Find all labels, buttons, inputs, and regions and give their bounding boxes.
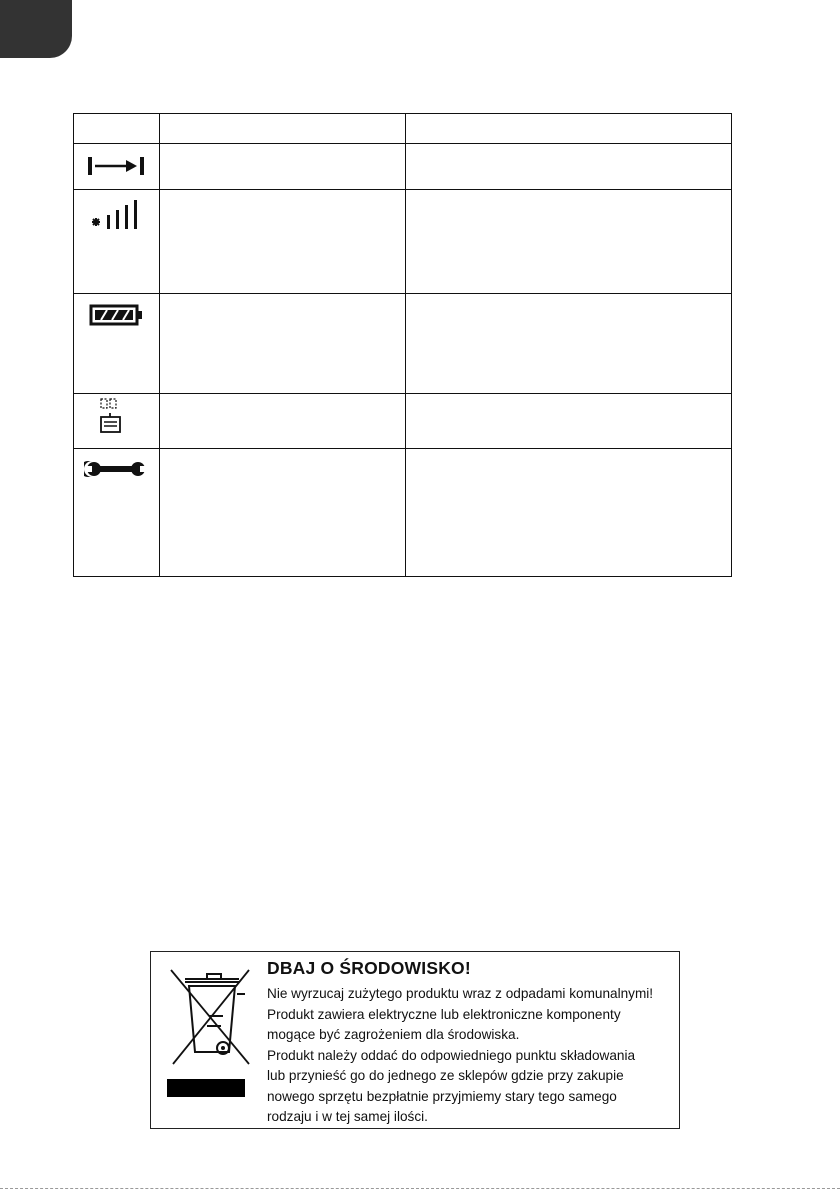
table-cell [406,449,732,577]
signal-strength-icon [74,198,159,232]
icon-cell [74,144,160,190]
table-row [74,190,732,294]
table-cell [159,294,405,394]
table-cell [406,294,732,394]
table-row [74,294,732,394]
wrench-icon [74,457,159,481]
environment-notice-title: DBAJ O ŚRODOWISKO! [267,958,471,978]
header-cell-icon [74,114,160,144]
icon-cell [74,449,160,577]
table-cell [159,449,405,577]
distance-arrow-icon [74,152,159,178]
page-corner-tab [0,0,72,58]
table-cell [159,190,405,294]
table-row [74,449,732,577]
table-row [74,394,732,449]
icon-cell [74,394,160,449]
icon-cell [74,190,160,294]
notice-line: mogące być zagrożeniem dla środowiska. [267,1027,520,1042]
counter-tray-icon [74,396,159,436]
table-row [74,144,732,190]
battery-icon [74,302,159,328]
page-bottom-rule [0,1188,840,1191]
notice-line: Produkt zawiera elektryczne lub elektroniczne komponenty [267,1006,621,1022]
table-cell [406,144,732,190]
notice-line: lub przynieść go do jednego ze sklepów gdzie przy zakupie [267,1068,624,1083]
environment-notice-text [267,958,677,1128]
notice-line: rodzaju i w tej samej ilości. [267,1109,428,1124]
environment-notice-box [150,951,680,1129]
notice-line: Nie wyrzucaj zużytego produktu wraz z odpadami komunalnymi! [267,986,654,1001]
table-cell [406,394,732,449]
table-header-row [74,114,732,144]
header-cell-description [406,114,732,144]
crossed-out-wheelie-bin-icon [163,964,255,1073]
table-cell [159,394,405,449]
header-cell-function [159,114,405,144]
table-cell [159,144,405,190]
icon-legend-table [73,113,732,577]
table-cell [406,190,732,294]
notice-line: Produkt należy oddać do odpowiedniego punktu składowania [267,1047,636,1063]
notice-line: nowego sprzętu bezpłatnie przyjmiemy stary tego samego [267,1088,617,1104]
black-bar [167,1079,245,1097]
icon-cell [74,294,160,394]
